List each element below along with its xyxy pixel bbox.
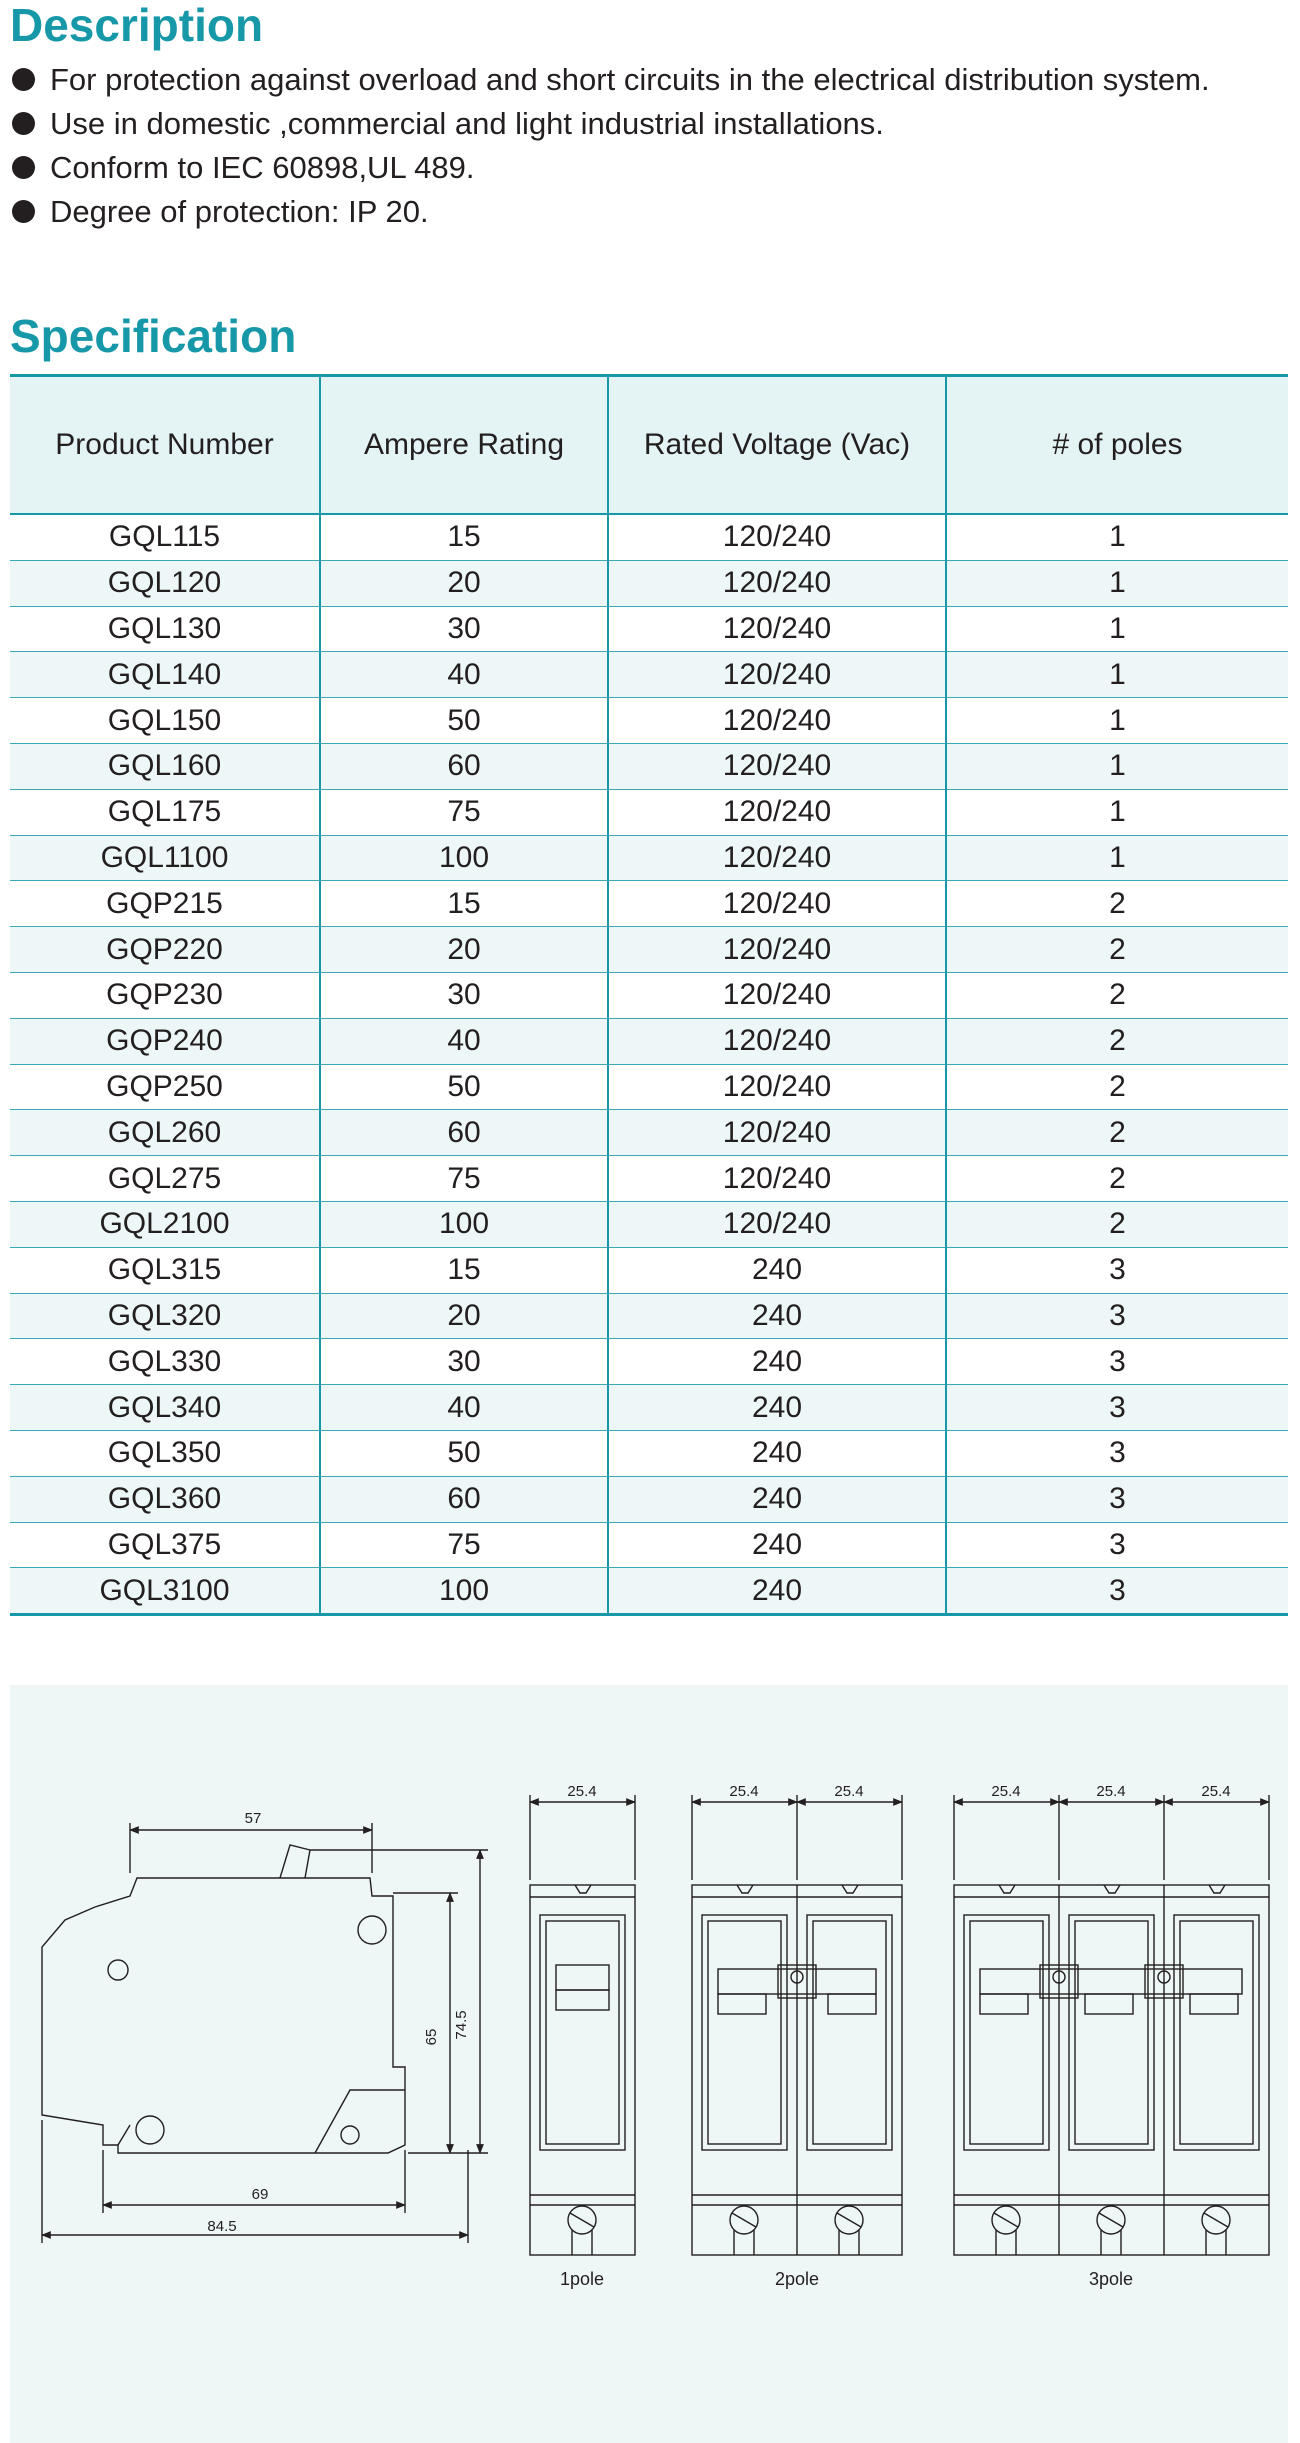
table-row xyxy=(10,514,1288,560)
dim-width-top: 57 xyxy=(244,1810,262,1827)
cell-poles: 3 xyxy=(946,1247,1288,1293)
table-row xyxy=(10,1064,1288,1110)
dimension-drawings xyxy=(10,1685,1288,2443)
description-title: Description xyxy=(10,0,264,51)
cell-ampere-rating: 40 xyxy=(320,1018,608,1064)
header-product-number: Product Number xyxy=(10,376,320,515)
cell-product-number: GQP220 xyxy=(10,927,320,973)
cell-poles: 1 xyxy=(946,698,1288,744)
cell-ampere-rating: 100 xyxy=(320,1201,608,1247)
table-row xyxy=(10,1568,1288,1615)
table-row xyxy=(10,1247,1288,1293)
cell-rated-voltage: 120/240 xyxy=(608,1110,946,1156)
bullet-dot-icon xyxy=(12,200,35,223)
cell-product-number: GQP230 xyxy=(10,972,320,1018)
dimension-diagram-panel xyxy=(10,1685,1288,2443)
table-row xyxy=(10,1522,1288,1568)
cell-ampere-rating: 30 xyxy=(320,606,608,652)
cell-ampere-rating: 75 xyxy=(320,789,608,835)
cell-rated-voltage: 120/240 xyxy=(608,560,946,606)
cell-ampere-rating: 60 xyxy=(320,743,608,789)
list-item xyxy=(12,58,1292,102)
cell-ampere-rating: 75 xyxy=(320,1522,608,1568)
two-pole-drawing xyxy=(692,1795,902,2255)
dim-pole-width: 25.4 xyxy=(991,1783,1021,1800)
cell-product-number: GQL115 xyxy=(10,514,320,560)
cell-ampere-rating: 50 xyxy=(320,1064,608,1110)
table-row xyxy=(10,1476,1288,1522)
bullet-text: Degree of protection: IP 20. xyxy=(50,194,429,229)
cell-product-number: GQL120 xyxy=(10,560,320,606)
header-poles: # of poles xyxy=(946,376,1288,515)
cell-product-number: GQL140 xyxy=(10,652,320,698)
label-3pole: 3pole xyxy=(1088,2269,1134,2289)
table-row xyxy=(10,606,1288,652)
table-body xyxy=(10,514,1288,1615)
cell-rated-voltage: 120/240 xyxy=(608,972,946,1018)
cell-rated-voltage: 240 xyxy=(608,1430,946,1476)
cell-ampere-rating: 100 xyxy=(320,1568,608,1615)
cell-poles: 1 xyxy=(946,743,1288,789)
bullet-dot-icon xyxy=(12,156,35,179)
cell-ampere-rating: 60 xyxy=(320,1476,608,1522)
cell-rated-voltage: 120/240 xyxy=(608,652,946,698)
table-row xyxy=(10,1201,1288,1247)
cell-ampere-rating: 60 xyxy=(320,1110,608,1156)
cell-poles: 3 xyxy=(946,1522,1288,1568)
cell-product-number: GQP250 xyxy=(10,1064,320,1110)
cell-poles: 3 xyxy=(946,1476,1288,1522)
cell-poles: 1 xyxy=(946,560,1288,606)
dim-height-inner: 65 xyxy=(423,2028,440,2046)
cell-rated-voltage: 120/240 xyxy=(608,743,946,789)
cell-product-number: GQL160 xyxy=(10,743,320,789)
cell-rated-voltage: 120/240 xyxy=(608,835,946,881)
table-row xyxy=(10,652,1288,698)
header-rated-voltage: Rated Voltage (Vac) xyxy=(608,376,946,515)
cell-product-number: GQL175 xyxy=(10,789,320,835)
cell-product-number: GQL260 xyxy=(10,1110,320,1156)
cell-rated-voltage: 120/240 xyxy=(608,1018,946,1064)
dim-pole-width: 25.4 xyxy=(1201,1783,1231,1800)
cell-product-number: GQL3100 xyxy=(10,1568,320,1615)
table-row xyxy=(10,1430,1288,1476)
cell-ampere-rating: 30 xyxy=(320,972,608,1018)
cell-ampere-rating: 20 xyxy=(320,1293,608,1339)
cell-rated-voltage: 240 xyxy=(608,1476,946,1522)
cell-rated-voltage: 120/240 xyxy=(608,881,946,927)
cell-poles: 3 xyxy=(946,1568,1288,1615)
bullet-dot-icon xyxy=(12,112,35,135)
cell-poles: 2 xyxy=(946,1064,1288,1110)
cell-rated-voltage: 120/240 xyxy=(608,698,946,744)
table-row xyxy=(10,560,1288,606)
cell-product-number: GQL1100 xyxy=(10,835,320,881)
cell-poles: 2 xyxy=(946,927,1288,973)
label-1pole: 1pole xyxy=(559,2269,605,2289)
bullet-text: Use in domestic ,commercial and light industrial installations. xyxy=(50,106,884,141)
cell-ampere-rating: 15 xyxy=(320,881,608,927)
table-row xyxy=(10,1156,1288,1202)
cell-ampere-rating: 30 xyxy=(320,1339,608,1385)
table-header-row xyxy=(10,376,1288,515)
cell-product-number: GQL320 xyxy=(10,1293,320,1339)
list-item xyxy=(12,146,1292,190)
cell-poles: 2 xyxy=(946,881,1288,927)
cell-rated-voltage: 240 xyxy=(608,1339,946,1385)
cell-rated-voltage: 240 xyxy=(608,1385,946,1431)
dim-pole-width: 25.4 xyxy=(834,1783,864,1800)
specification-table xyxy=(10,374,1288,1616)
label-2pole: 2pole xyxy=(774,2269,820,2289)
description-list xyxy=(12,58,1292,234)
table-row xyxy=(10,743,1288,789)
dim-pole-width: 25.4 xyxy=(1096,1783,1126,1800)
cell-rated-voltage: 240 xyxy=(608,1568,946,1615)
cell-rated-voltage: 240 xyxy=(608,1247,946,1293)
cell-poles: 1 xyxy=(946,652,1288,698)
cell-rated-voltage: 120/240 xyxy=(608,1201,946,1247)
bullet-dot-icon xyxy=(12,68,35,91)
dim-width-overall: 84.5 xyxy=(207,2218,237,2235)
cell-poles: 2 xyxy=(946,1018,1288,1064)
cell-ampere-rating: 100 xyxy=(320,835,608,881)
cell-rated-voltage: 120/240 xyxy=(608,1064,946,1110)
list-item xyxy=(12,190,1292,234)
cell-ampere-rating: 20 xyxy=(320,927,608,973)
cell-rated-voltage: 240 xyxy=(608,1293,946,1339)
cell-product-number: GQL150 xyxy=(10,698,320,744)
cell-poles: 2 xyxy=(946,1156,1288,1202)
cell-product-number: GQP240 xyxy=(10,1018,320,1064)
cell-poles: 3 xyxy=(946,1339,1288,1385)
cell-rated-voltage: 240 xyxy=(608,1522,946,1568)
table-row xyxy=(10,881,1288,927)
table-row xyxy=(10,1385,1288,1431)
cell-product-number: GQL130 xyxy=(10,606,320,652)
bullet-text: Conform to IEC 60898,UL 489. xyxy=(50,150,475,185)
cell-ampere-rating: 50 xyxy=(320,698,608,744)
table-row xyxy=(10,972,1288,1018)
cell-poles: 1 xyxy=(946,514,1288,560)
cell-ampere-rating: 40 xyxy=(320,652,608,698)
cell-poles: 3 xyxy=(946,1430,1288,1476)
cell-rated-voltage: 120/240 xyxy=(608,606,946,652)
cell-poles: 2 xyxy=(946,972,1288,1018)
three-pole-drawing xyxy=(954,1795,1269,2255)
cell-product-number: GQL315 xyxy=(10,1247,320,1293)
cell-product-number: GQL360 xyxy=(10,1476,320,1522)
dim-height-overall: 74.5 xyxy=(453,2010,470,2040)
cell-ampere-rating: 15 xyxy=(320,514,608,560)
specification-title: Specification xyxy=(10,310,297,362)
cell-product-number: GQL330 xyxy=(10,1339,320,1385)
table-row xyxy=(10,1110,1288,1156)
cell-product-number: GQL350 xyxy=(10,1430,320,1476)
cell-rated-voltage: 120/240 xyxy=(608,789,946,835)
cell-product-number: GQL275 xyxy=(10,1156,320,1202)
one-pole-drawing xyxy=(530,1795,635,2255)
cell-ampere-rating: 40 xyxy=(320,1385,608,1431)
table-row xyxy=(10,835,1288,881)
header-ampere-rating: Ampere Rating xyxy=(320,376,608,515)
cell-rated-voltage: 120/240 xyxy=(608,514,946,560)
cell-ampere-rating: 50 xyxy=(320,1430,608,1476)
cell-poles: 2 xyxy=(946,1201,1288,1247)
table-row xyxy=(10,1018,1288,1064)
table-row xyxy=(10,789,1288,835)
cell-product-number: GQL375 xyxy=(10,1522,320,1568)
dim-pole-width: 25.4 xyxy=(567,1783,597,1800)
cell-ampere-rating: 15 xyxy=(320,1247,608,1293)
cell-poles: 1 xyxy=(946,606,1288,652)
dim-pole-width: 25.4 xyxy=(729,1783,759,1800)
cell-poles: 3 xyxy=(946,1293,1288,1339)
cell-ampere-rating: 75 xyxy=(320,1156,608,1202)
cell-poles: 2 xyxy=(946,1110,1288,1156)
cell-poles: 1 xyxy=(946,789,1288,835)
table-row xyxy=(10,1293,1288,1339)
cell-rated-voltage: 120/240 xyxy=(608,927,946,973)
bullet-text: For protection against overload and short circuits in the electrical distribution system. xyxy=(50,62,1210,97)
cell-ampere-rating: 20 xyxy=(320,560,608,606)
cell-poles: 3 xyxy=(946,1385,1288,1431)
table-row xyxy=(10,1339,1288,1385)
side-view-drawing xyxy=(42,1823,488,2243)
list-item xyxy=(12,102,1292,146)
cell-rated-voltage: 120/240 xyxy=(608,1156,946,1202)
cell-product-number: GQL340 xyxy=(10,1385,320,1431)
table-row xyxy=(10,927,1288,973)
cell-product-number: GQL2100 xyxy=(10,1201,320,1247)
dim-width-bottom: 69 xyxy=(251,2186,269,2203)
cell-poles: 1 xyxy=(946,835,1288,881)
cell-product-number: GQP215 xyxy=(10,881,320,927)
table-row xyxy=(10,698,1288,744)
